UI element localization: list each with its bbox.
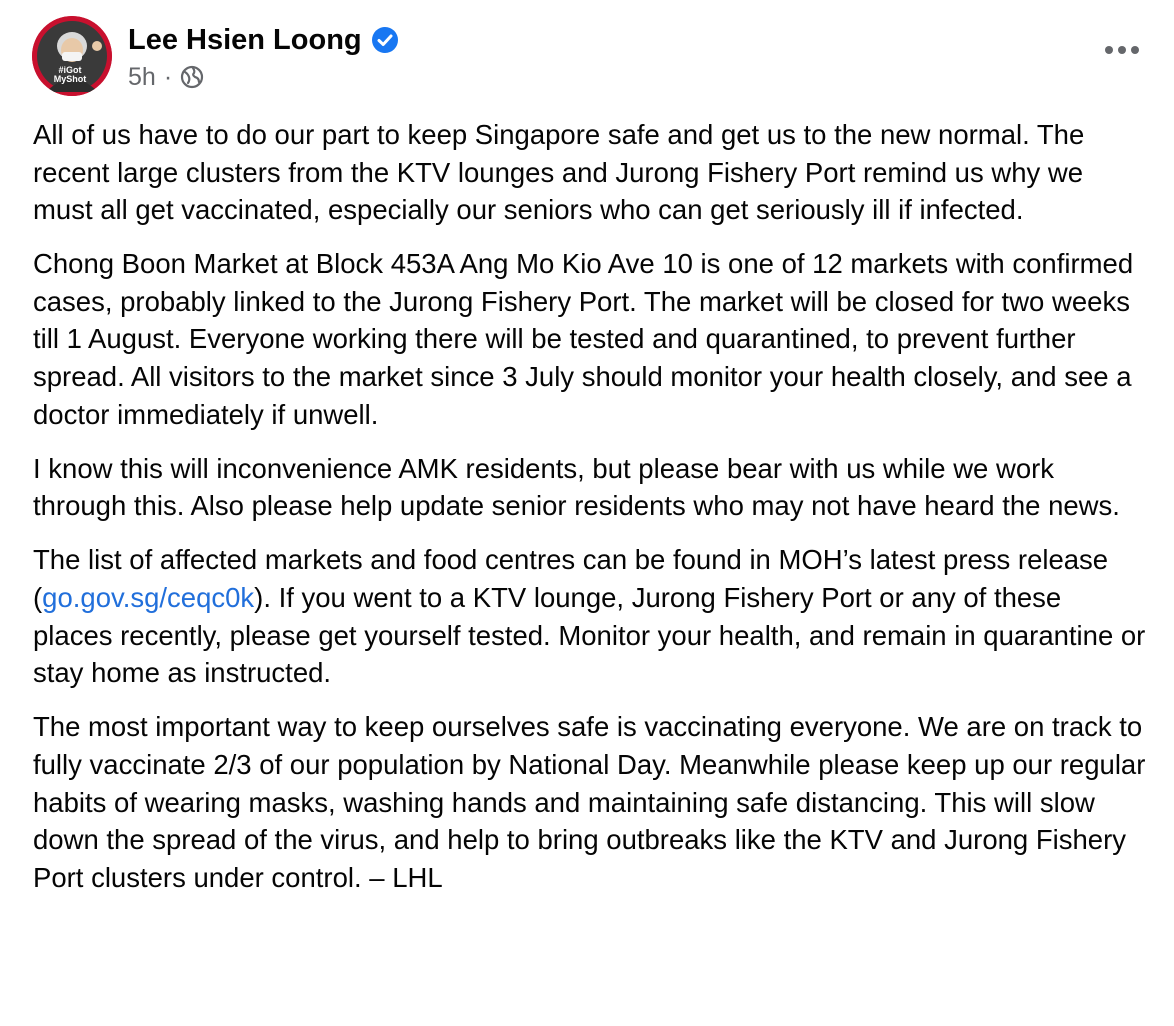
author-name[interactable]: Lee Hsien Loong [128,23,362,56]
author-block [128,20,399,94]
post-meta [128,60,399,94]
paragraph-4-text-before: The list of affected markets and food centres can be found in MOH’s latest press release ( [33,544,1109,614]
post-header [32,16,1142,96]
avatar-image [32,16,112,96]
post-paragraph-1: All of us have to do our part to keep Singapore safe and get us to the new normal. The recent large clusters from the KTV lounges and Jurong Fishery Port remind us why we must all get vaccinated, especially our seniors who can get seriously ill if infected. [33,119,1085,226]
post-paragraph-5: The most important way to keep ourselves safe is vaccinating everyone. We are on track to fully vaccinate 2/3 of our population by National Day. Meanwhile please keep up our regular habits of wearing masks, washing hands and maintaining safe distancing. This will slow down the spread of the virus, and help to bring outbreaks like the KTV and Jurong Fishery Port clusters under control. – LHL [33,711,1146,893]
author-avatar[interactable] [32,16,112,96]
post-paragraph-4 [33,541,1148,691]
more-options-button[interactable] [1102,30,1142,70]
post-paragraph-3: I know this will inconvenience AMK residents, but please bear with us while we work through this. Also please help update senior residents who may not have heard the news. [33,452,1120,522]
post-body [33,116,1148,913]
post-timestamp[interactable]: 5h [128,62,156,91]
paragraph-4-text-after: ). If you went to a KTV lounge, Jurong Fishery Port or any of these places recently, please get yourself tested. Monitor your health, and remain in quarantine or stay home as instructed. [33,582,1146,689]
more-options-icon [1104,45,1140,55]
moh-press-release-link[interactable]: go.gov.sg/ceqc0k [42,582,255,614]
globe-icon[interactable] [180,65,204,89]
post-paragraph-2: Chong Boon Market at Block 453A Ang Mo Kio Ave 10 is one of 12 markets with confirmed cases, probably linked to the Jurong Fishery Port. The market will be closed for two weeks till 1 August. Everyone working there will be tested and quarantined, to prevent further spread. All visitors to the market since 3 July should monitor your health closely, and see a doctor immediately if unwell. [33,248,1134,430]
author-line [128,20,399,60]
avatar-badge-line2: MyShot [53,74,87,84]
verified-badge-icon [371,26,399,54]
meta-separator: · [163,62,173,91]
avatar-badge-line1: #iGot [58,65,82,75]
